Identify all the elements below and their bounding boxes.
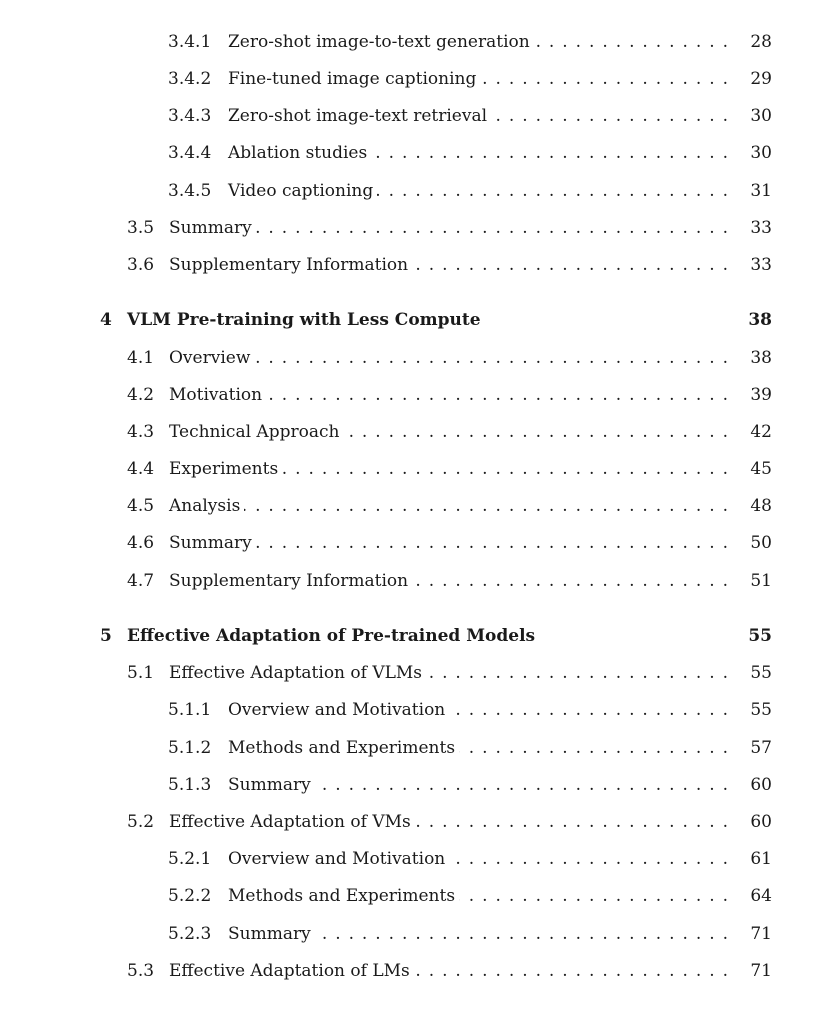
page-number: 29 bbox=[750, 69, 772, 89]
page-number: 64 bbox=[750, 886, 772, 906]
section-title: Zero-shot image-to-text generation bbox=[228, 30, 534, 54]
toc-entry-5-1[interactable] bbox=[0, 661, 834, 685]
toc-entry-5-2-1[interactable] bbox=[0, 847, 834, 871]
toc-entry-5-1-1[interactable] bbox=[0, 698, 834, 722]
section-number: 3.4.2 bbox=[168, 69, 212, 89]
page-number: 28 bbox=[750, 32, 772, 52]
toc-entry-4-1[interactable] bbox=[0, 346, 834, 370]
toc-entry-5-3[interactable] bbox=[0, 959, 834, 983]
section-number: 3.6 bbox=[127, 255, 155, 275]
section-number: 4.1 bbox=[127, 348, 155, 368]
toc-entry-3-4-2[interactable] bbox=[0, 67, 834, 91]
section-title: Methods and Experiments bbox=[228, 736, 459, 760]
section-title: Summary bbox=[169, 531, 256, 555]
section-title: Summary bbox=[169, 216, 256, 240]
section-number: 5.2.2 bbox=[168, 886, 212, 906]
toc-entry-3-6[interactable] bbox=[0, 253, 834, 277]
section-title: Effective Adaptation of VLMs bbox=[169, 661, 426, 685]
section-title: Experiments bbox=[169, 457, 282, 481]
toc-entry-3-4-5[interactable] bbox=[0, 179, 834, 203]
toc-entry-5-2[interactable] bbox=[0, 810, 834, 834]
section-number: 3.5 bbox=[127, 218, 155, 238]
chapter-title: VLM Pre-training with Less Compute bbox=[127, 308, 485, 332]
section-number: 4.6 bbox=[127, 533, 155, 553]
page-number: 55 bbox=[748, 626, 772, 646]
toc-entry-3-4-1[interactable] bbox=[0, 30, 834, 54]
section-number: 5.2.3 bbox=[168, 924, 212, 944]
section-title: Summary bbox=[228, 922, 315, 946]
page-number: 48 bbox=[750, 496, 772, 516]
toc-entry-4-7[interactable] bbox=[0, 569, 834, 593]
chapter-title: Effective Adaptation of Pre-trained Models bbox=[127, 624, 539, 648]
page-number: 60 bbox=[750, 775, 772, 795]
chapter-number: 4 bbox=[100, 310, 112, 330]
page-number: 55 bbox=[750, 663, 772, 683]
page-number: 30 bbox=[750, 143, 772, 163]
section-title: Overview bbox=[169, 346, 254, 370]
toc-entry-4-6[interactable] bbox=[0, 531, 834, 555]
toc-entry-5-1-2[interactable] bbox=[0, 736, 834, 760]
toc-entry-3-4-3[interactable] bbox=[0, 104, 834, 128]
section-number: 5.1.2 bbox=[168, 738, 212, 758]
section-title: Effective Adaptation of LMs bbox=[169, 959, 414, 983]
page-number: 50 bbox=[750, 533, 772, 553]
toc-entry-4-3[interactable] bbox=[0, 420, 834, 444]
section-number: 5.1 bbox=[127, 663, 155, 683]
section-title: Analysis bbox=[169, 494, 244, 518]
section-number: 5.2 bbox=[127, 812, 155, 832]
section-number: 4.5 bbox=[127, 496, 155, 516]
page-number: 61 bbox=[750, 849, 772, 869]
page-number: 51 bbox=[750, 571, 772, 591]
section-title: Effective Adaptation of VMs bbox=[169, 810, 415, 834]
section-title: Summary bbox=[228, 773, 315, 797]
page-number: 42 bbox=[750, 422, 772, 442]
page-number: 71 bbox=[750, 961, 772, 981]
section-number: 4.7 bbox=[127, 571, 155, 591]
toc-entry-5-1-3[interactable] bbox=[0, 773, 834, 797]
section-number: 3.4.5 bbox=[168, 181, 212, 201]
page-number: 55 bbox=[750, 700, 772, 720]
toc-entry-5-2-3[interactable] bbox=[0, 922, 834, 946]
toc-entry-4-2[interactable] bbox=[0, 383, 834, 407]
section-number: 4.4 bbox=[127, 459, 155, 479]
toc-entry-4-4[interactable] bbox=[0, 457, 834, 481]
section-number: 5.2.1 bbox=[168, 849, 212, 869]
page-number: 38 bbox=[748, 310, 772, 330]
toc-chapter-4[interactable] bbox=[0, 308, 834, 332]
chapter-number: 5 bbox=[100, 626, 112, 646]
page-number: 33 bbox=[750, 218, 772, 238]
toc-entry-3-4-4[interactable] bbox=[0, 141, 834, 165]
section-number: 5.1.1 bbox=[168, 700, 212, 720]
page-number: 33 bbox=[750, 255, 772, 275]
page-number: 39 bbox=[750, 385, 772, 405]
section-title: Video captioning bbox=[228, 179, 377, 203]
toc-chapter-5[interactable] bbox=[0, 624, 834, 648]
section-number: 4.2 bbox=[127, 385, 155, 405]
section-title: Technical Approach bbox=[169, 420, 343, 444]
page-number: 31 bbox=[750, 181, 772, 201]
page-number: 60 bbox=[750, 812, 772, 832]
section-title: Methods and Experiments bbox=[228, 884, 459, 908]
toc-entry-4-5[interactable] bbox=[0, 494, 834, 518]
page-number: 30 bbox=[750, 106, 772, 126]
page-number: 45 bbox=[750, 459, 772, 479]
section-title: Supplementary Information bbox=[169, 253, 412, 277]
section-number: 3.4.4 bbox=[168, 143, 212, 163]
section-title: Overview and Motivation bbox=[228, 698, 449, 722]
toc-entry-3-5[interactable] bbox=[0, 216, 834, 240]
toc-entry-5-2-2[interactable] bbox=[0, 884, 834, 908]
section-title: Fine-tuned image captioning bbox=[228, 67, 480, 91]
section-title: Overview and Motivation bbox=[228, 847, 449, 871]
section-title: Ablation studies bbox=[228, 141, 371, 165]
section-title: Supplementary Information bbox=[169, 569, 412, 593]
dot-leader bbox=[169, 494, 728, 518]
page-number: 71 bbox=[750, 924, 772, 944]
section-number: 3.4.3 bbox=[168, 106, 212, 126]
section-number: 3.4.1 bbox=[168, 32, 212, 52]
section-title: Motivation bbox=[169, 383, 266, 407]
page-number: 57 bbox=[750, 738, 772, 758]
section-number: 4.3 bbox=[127, 422, 155, 442]
section-number: 5.3 bbox=[127, 961, 155, 981]
section-number: 5.1.3 bbox=[168, 775, 212, 795]
section-title: Zero-shot image-text retrieval bbox=[228, 104, 491, 128]
page-number: 38 bbox=[750, 348, 772, 368]
